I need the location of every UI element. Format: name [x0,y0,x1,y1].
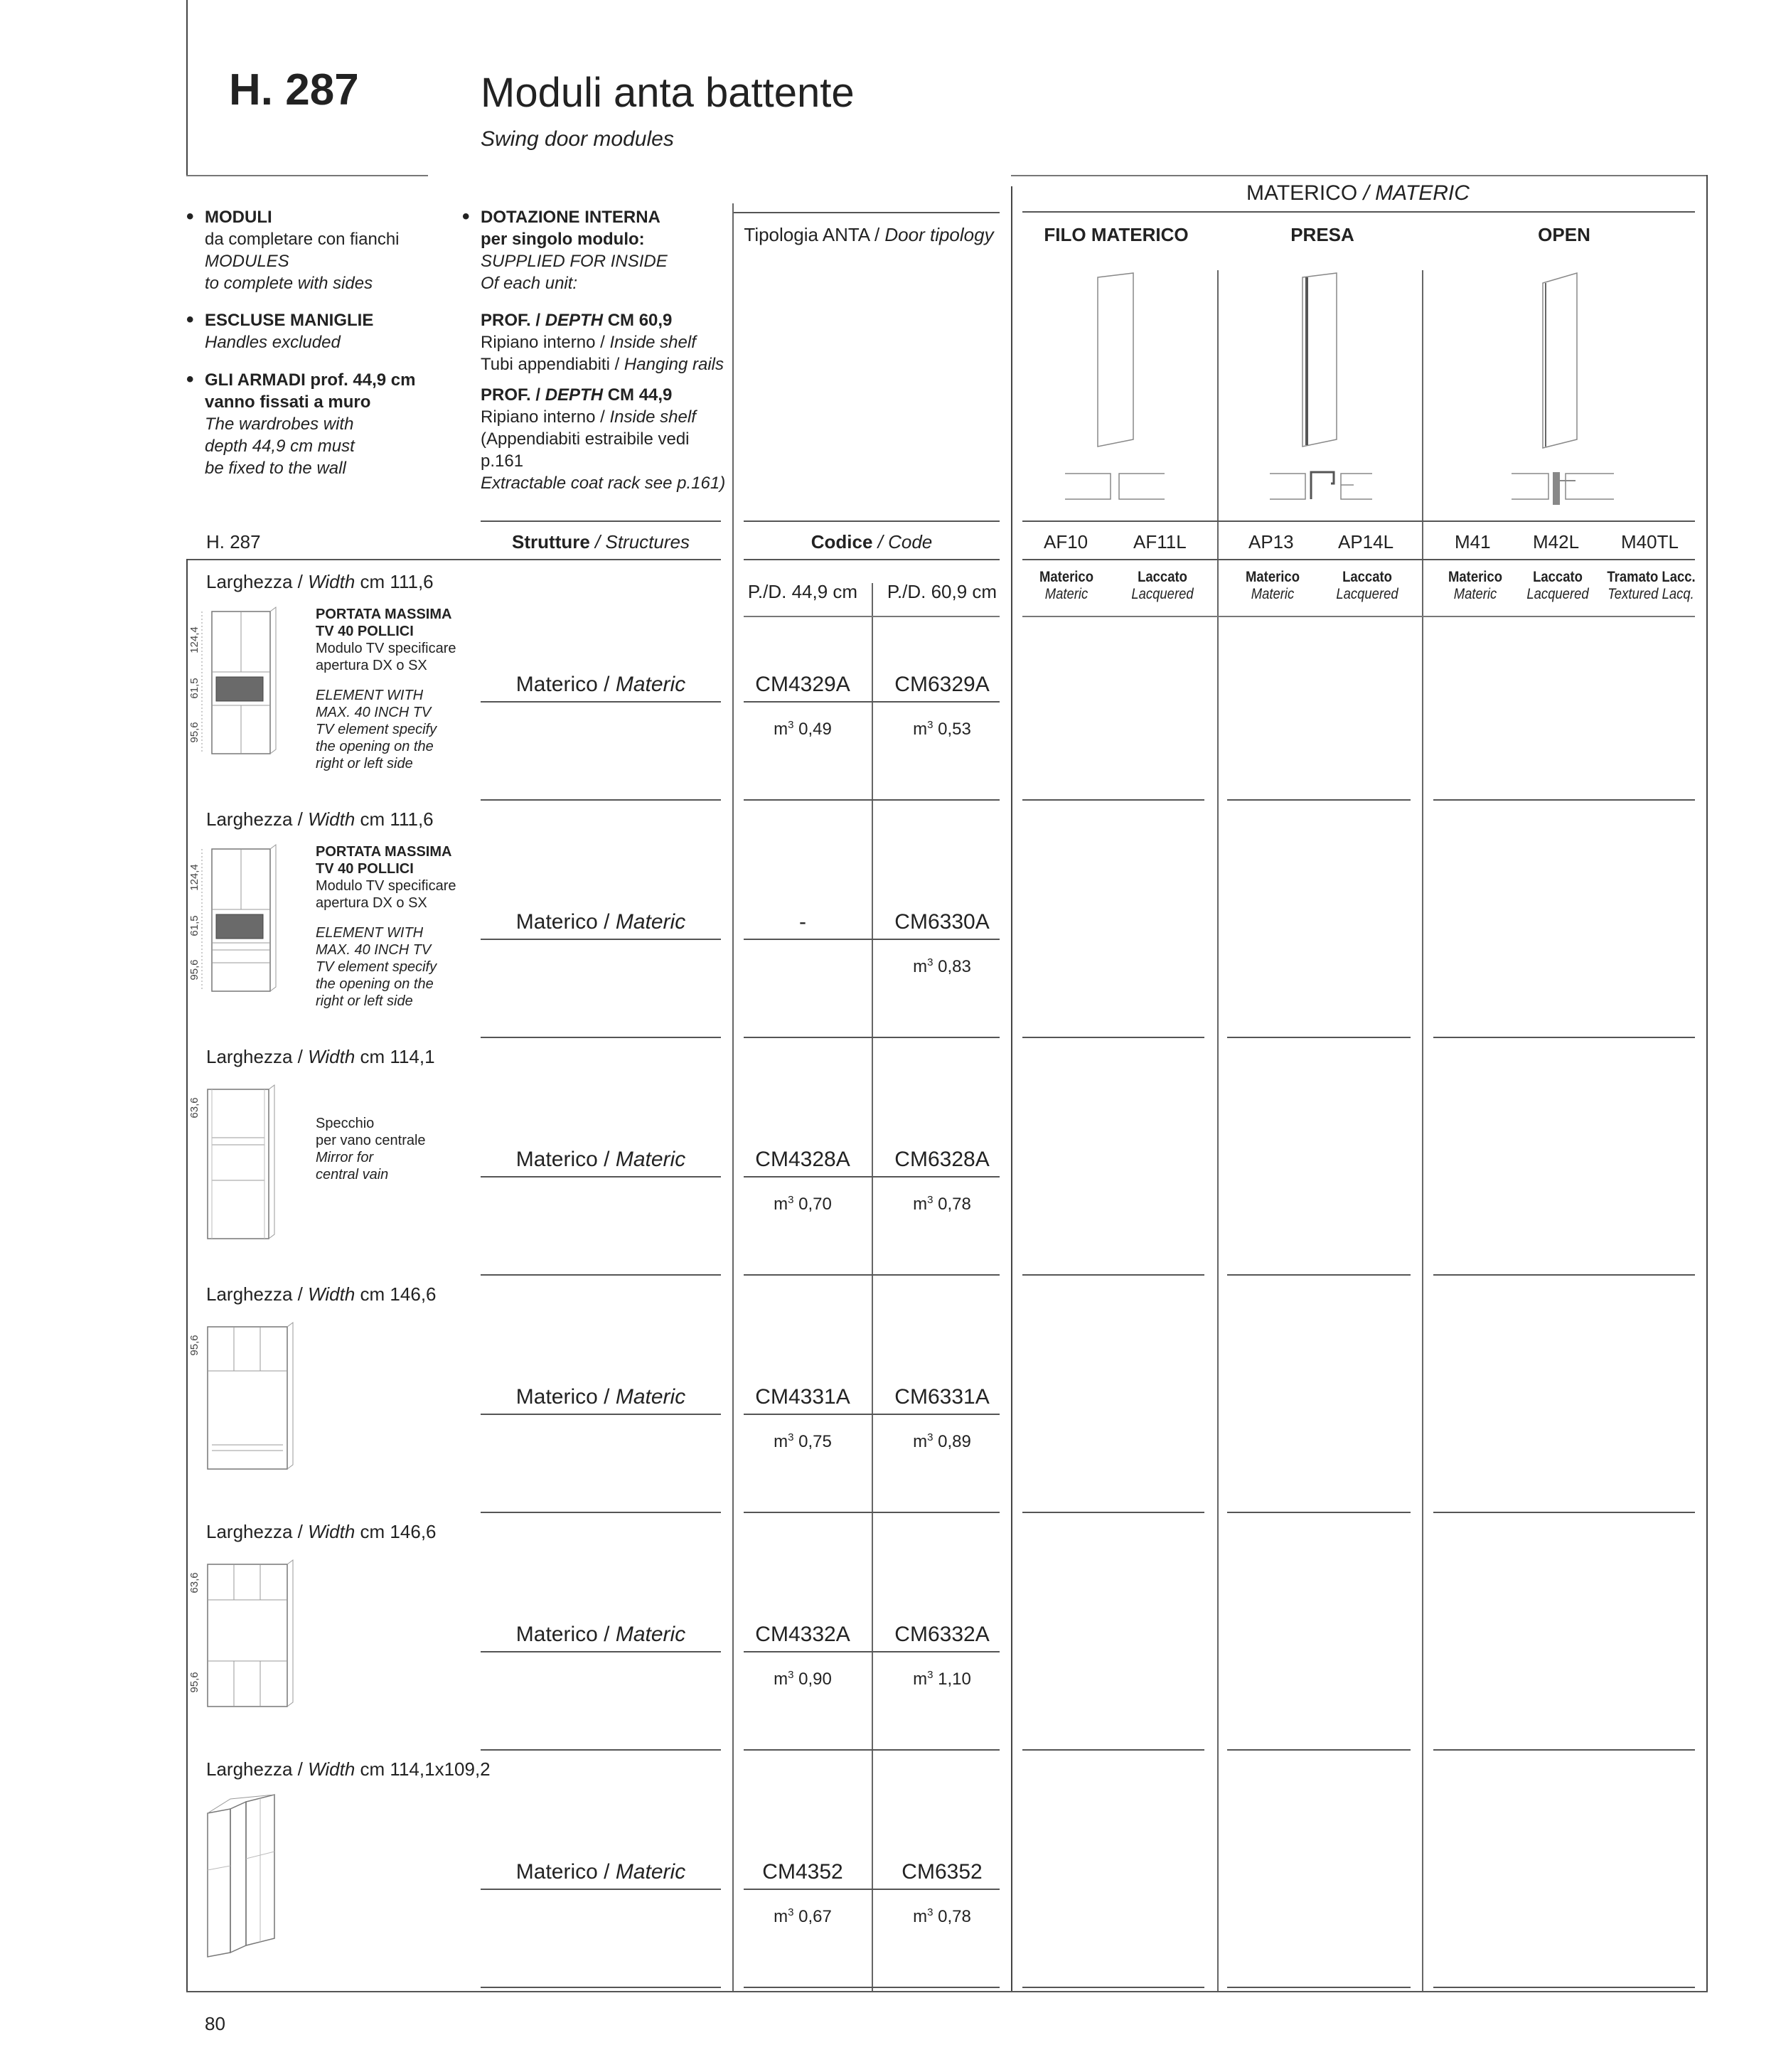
corner-inner-panel [230,1802,246,1953]
description-line-en: central vain [316,1167,389,1182]
finish-m42l: Laccato Lacquered [1526,569,1589,602]
note-handles-en: Handles excluded [205,333,341,352]
cabinet-side [270,607,276,754]
module-row [0,1037,1776,1276]
door-icon-presa [1266,270,1393,505]
code-449: - [799,910,806,934]
code-449: CM4352 [762,1860,843,1884]
cabinet-outline [208,1327,287,1469]
dimension-label: 61,5 [188,678,200,699]
description-line: PORTATA MASSIMA [316,844,452,860]
volume-609: $m^3$ 0,78 [913,1906,971,1926]
cabinet-side [287,1560,293,1707]
volume-449: $m^3$ 0,90 [774,1669,832,1689]
door-code-af10: AF10 [1044,531,1088,552]
description-line-en: Mirror for [316,1150,374,1165]
note-wall-title: • GLI ARMADI prof. 44,9 cm [205,369,461,391]
width-label: Larghezza / Width cm 111,6 [206,571,434,592]
module-row [0,1749,1776,1988]
volume-449: $m^3$ 0,70 [774,1194,832,1214]
note-wall-en: be fixed to the wall [205,459,346,478]
volume-exponent: 3 [788,719,794,731]
cabinet-side [287,1323,293,1469]
note-wall-en: The wardrobes with [205,415,354,434]
note-modules-en: to complete with sides [205,274,373,293]
group-presa: PRESA [1290,224,1354,245]
internal-en: SUPPLIED FOR INSIDE [481,252,668,271]
module-drawing [186,1792,314,1977]
module-description [316,606,458,772]
depth-449-title: PROF. / DEPTH CM 44,9 [481,385,673,405]
group-open: OPEN [1538,224,1590,245]
volume-609: $m^3$ 1,10 [913,1669,971,1689]
volume-exponent: 3 [788,1194,794,1206]
door-icon-open [1507,270,1635,505]
description-line-en: TV element specify [316,959,437,975]
corner-left-panel [208,1809,230,1957]
code-449: CM4328A [755,1148,850,1171]
note-handles-title: • ESCLUSE MANIGLIE [205,309,461,331]
code-449: CM4329A [755,673,850,696]
height-code: H. 287 [229,65,359,114]
module-row [0,1274,1776,1513]
cabinet-outline [208,1089,269,1239]
description-line: Modulo TV specificare [316,641,456,656]
structure-label: Materico / Materic [515,910,686,934]
finish-m41: Materico Materic [1448,569,1502,602]
note-modules-title: • MODULI [205,206,461,228]
finish-af10: Materico Materic [1039,569,1093,602]
width-label: Larghezza / Width cm 146,6 [206,1521,437,1542]
code-609: CM6329A [894,673,990,696]
notes-internal [481,206,737,494]
volume-449: $m^3$ 0,67 [774,1906,832,1926]
volume-exponent: 3 [927,719,934,731]
volume-609: $m^3$ 0,89 [913,1431,971,1451]
finish-ap13: Materico Materic [1245,569,1300,602]
description-line-en: right or left side [316,993,413,1009]
note-wall-en: depth 44,9 cm must [205,437,355,456]
structure-label: Materico / Materic [515,673,686,696]
page-title: Moduli anta battente [481,70,855,116]
structure-label: Materico / Materic [515,1860,686,1884]
dimension-label: 124,4 [188,626,200,653]
materic-title: MATERICO / MATERIC [1246,181,1470,205]
description-line-en: the opening on the [316,739,434,754]
code-609: CM6330A [894,910,990,934]
dimension-label: 61,5 [188,915,200,936]
description-line-en: TV element specify [316,722,437,737]
module-drawing [186,842,314,1027]
dimension-label: 95,6 [188,1672,200,1693]
depth-449-line: (Appendiabiti estraibile vedi p.161 [481,429,690,471]
description-line-en: ELEMENT WITH [316,925,424,941]
door-code-m40tl: M40TL [1621,531,1679,552]
description-line-en: the opening on the [316,976,434,992]
volume-exponent: 3 [788,1431,794,1443]
description-line: apertura DX o SX [316,895,427,911]
code-609: CM6331A [894,1385,990,1409]
description-line: per vano centrale [316,1133,426,1148]
code-header: Codice / Code [811,531,933,552]
cabinet-outline [208,1564,287,1707]
description-line: TV 40 POLLICI [316,861,414,877]
table-h287: H. 287 [206,531,261,552]
dimension-label: 95,6 [188,1335,200,1356]
description-line-en: MAX. 40 INCH TV [316,942,432,958]
structures-header: Strutture / Structures [512,531,690,552]
door-code-m41: M41 [1455,531,1491,552]
volume-exponent: 3 [788,1906,794,1918]
code-609: CM6352 [902,1860,983,1884]
depth-609-header: P./D. 60,9 cm [887,581,997,602]
description-line: Modulo TV specificare [316,878,456,894]
notes-left [205,206,461,479]
volume-exponent: 3 [927,1431,934,1443]
structure-label: Materico / Materic [515,1623,686,1646]
volume-exponent: 3 [927,1194,934,1206]
depth-449-line: Ripiano interno / Inside shelf [481,407,696,427]
module-description [316,1115,458,1183]
tv-screen [216,677,263,701]
door-code-ap13: AP13 [1248,531,1294,552]
door-icon-filo-materico [1059,270,1187,505]
dimension-label: 124,4 [188,864,200,891]
module-row [0,562,1776,801]
width-label: Larghezza / Width cm 114,1 [206,1046,435,1067]
cabinet-side [269,1085,274,1239]
structure-label: Materico / Materic [515,1385,686,1409]
description-line-en: right or left side [316,756,413,771]
module-drawing [186,1079,314,1264]
depth-609-line: Tubi appendiabiti / Hanging rails [481,355,724,374]
description-line: Specchio [316,1116,375,1131]
module-description [316,843,458,1010]
description-line: PORTATA MASSIMA [316,607,452,622]
note-wall-title: vanno fissati a muro [205,392,371,412]
volume-exponent: 3 [927,1669,934,1681]
door-code-ap14l: AP14L [1338,531,1394,552]
depth-449-header: P./D. 44,9 cm [747,581,858,602]
volume-609: $m^3$ 0,78 [913,1194,971,1214]
finish-af11l: Laccato Lacquered [1131,569,1194,602]
width-label: Larghezza / Width cm 114,1x109,2 [206,1758,491,1780]
code-609: CM6328A [894,1148,990,1171]
volume-exponent: 3 [927,1906,934,1918]
internal-en: Of each unit: [481,274,578,293]
module-drawing [186,1554,314,1739]
volume-449: $m^3$ 0,75 [774,1431,832,1451]
volume-exponent: 3 [927,956,934,968]
code-449: CM4332A [755,1623,850,1646]
width-label: Larghezza / Width cm 111,6 [206,808,434,830]
note-modules-en: MODULES [205,252,289,271]
description-line-en: ELEMENT WITH [316,688,424,703]
finish-ap14l: Laccato Lacquered [1336,569,1398,602]
note-modules-line: da completare con fianchi [205,230,400,249]
page-number: 80 [205,2013,225,2034]
description-line: apertura DX o SX [316,658,427,673]
page-subtitle: Swing door modules [481,127,674,151]
volume-609: $m^3$ 0,83 [913,956,971,976]
door-typology-label: Tipologia ANTA / Door tipology [744,224,994,245]
dimension-label: 95,6 [188,722,200,743]
module-row [0,799,1776,1038]
volume-449: $m^3$ 0,49 [774,719,832,739]
door-code-m42l: M42L [1533,531,1580,552]
volume-609: $m^3$ 0,53 [913,719,971,739]
cabinet-side [270,845,276,991]
group-filo-materico: FILO MATERICO [1044,224,1189,245]
code-609: CM6332A [894,1623,990,1646]
depth-609-title: PROF. / DEPTH CM 60,9 [481,311,673,330]
dimension-label: 63,6 [188,1572,200,1593]
description-line: TV 40 POLLICI [316,624,414,639]
module-drawing [186,1317,314,1502]
structure-label: Materico / Materic [515,1148,686,1171]
internal-title-2: per singolo modulo: [481,230,645,249]
door-code-af11l: AF11L [1133,531,1187,552]
shelf-line [208,1866,230,1870]
description-line-en: MAX. 40 INCH TV [316,705,432,720]
dimension-label: 63,6 [188,1097,200,1118]
internal-title: • DOTAZIONE INTERNA [481,206,737,228]
depth-449-line: Extractable coat rack see p.161) [481,474,726,493]
width-label: Larghezza / Width cm 146,6 [206,1283,437,1305]
depth-609-line: Ripiano interno / Inside shelf [481,333,696,352]
module-row [0,1512,1776,1751]
finish-m40tl: Tramato Lacc. Textured Lacq. [1607,569,1696,602]
dimension-label: 95,6 [188,959,200,981]
code-449: CM4331A [755,1385,850,1409]
module-drawing [186,604,314,789]
tv-screen [216,914,263,939]
volume-exponent: 3 [788,1669,794,1681]
